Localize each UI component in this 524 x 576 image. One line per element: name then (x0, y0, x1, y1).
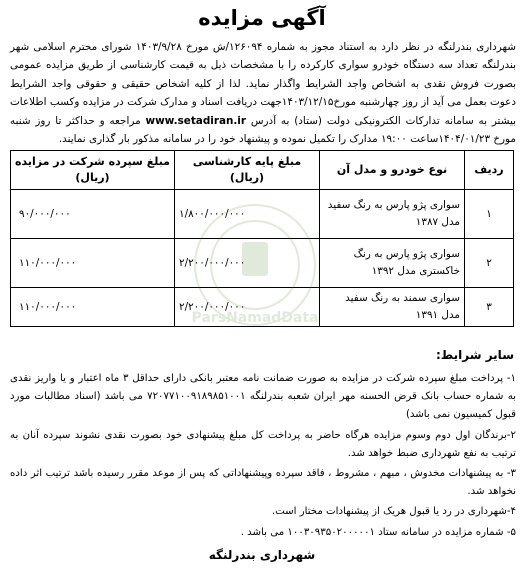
notice-title: آگهی مزایده (198, 6, 326, 30)
intro-text-after-site: مراجعه و حداکثر تا روز شنبه مورخ ۱۴۰۴/۰۱/۲۳ساعت ۱۹:۰۰ مدارک را تکمیل نموده و پیشنهاد خود را در سامانه مذکور بار گذاری نمایند. (10, 114, 516, 146)
watermark-text: ParsNamadData (191, 310, 319, 326)
table-row (11, 190, 514, 239)
cell-vehicle-model: سواری پژو پارس به رنگ خاکستری مدل ۱۳۹۲ (320, 239, 465, 288)
list-item: ۱- پرداخت مبلغ سپرده شرکت در مزایده به صورت ضمانت نامه معتبر بانکی دارای حداقل ۳ ماه اعتبار و یا واریز نقدی به شماره حساب بانک قرض الحسنه مهر ایران شعبه بندرلنگه ۷۲۰۷۷۱۰۰۹۱۸۹۸۵۱۰۰۱ می باشد (اسناد مطالبات مورد قبول کمیسیون نمی باشد) (10, 373, 516, 421)
table-header-row (11, 151, 514, 190)
intro-paragraph (10, 38, 516, 148)
cell-row-number: ۳ (465, 288, 514, 327)
header-vehicle-model: نوع خودرو و مدل آن (320, 151, 465, 190)
vehicles-table (10, 150, 514, 327)
cell-deposit: ۱۱۰/۰۰۰/۰۰۰ (11, 288, 175, 327)
cell-row-number: ۱ (465, 190, 514, 239)
cell-row-number: ۲ (465, 239, 514, 288)
list-item: ۵- شماره مزایده در سامانه ستاد ۱۰۰۳۰۹۳۵۰۲۰۰۰۰۰۱ می باشد . (240, 526, 516, 538)
conditions-title: سایر شرایط: (436, 348, 514, 362)
cell-base-price: ۲/۲۰۰/۰۰۰/۰۰۰ (175, 288, 320, 327)
intro-text-before-site: شهرداری بندرلنگه در نظر دارد به استناد مجوز به شماره ۱۲۶۰۹۴/ش مورخ ۱۴۰۳/۹/۲۸ شورای محترم اسلامی شهر بندرلنگه تعداد سه دستگاه خودرو سواری کارکرده را با مشخصات ذیل به قیمت کارشناسی از طریق مزایده عمومی بصورت فروش نقدی به اشخاص واجد الشرایط واگذار نماید. لذا از کلیه اشخاص حقیقی و حقوقی واجد الشرایط دعوت بعمل می آید از روز چهارشنبه مورخ۱۴۰۳/۱۲/۱۵جهت دریافت اسناد و مدارک شرکت در مزایده وکسب اطلاعات بیشتر به سامانه تدارکات الکترونیکی دولت (ستاد) به آدرس (10, 41, 516, 127)
list-item: ۴-شهرداری در رد یا قبول هریک از پیشنهادات مختار است. (271, 506, 516, 518)
cell-deposit: ۱۱۰/۰۰۰/۰۰۰ (11, 239, 175, 288)
conditions-list (10, 370, 516, 544)
signature: شهرداری بندرلنگه (208, 548, 316, 562)
table-row (11, 239, 514, 288)
list-item: ۳- به پیشنهادات مخدوش ، مبهم ، مشروط ، فاقد سپرده وپیشنهاداتی که پس از موعد مقرر رسیده باشد ترتیب اثر داده نخواهد شد. (10, 468, 516, 498)
cell-base-price: ۲/۲۰۰/۰۰۰/۰۰۰ (175, 239, 320, 288)
cell-vehicle-model: سواری پژو پارس به رنگ سفید مدل ۱۳۸۷ (320, 190, 465, 239)
header-base-price: مبلغ پایه کارشناسی (ریال) (175, 151, 320, 190)
list-item: ۲-برندگان اول دوم وسوم مزایده هرگاه حاضر به پرداخت کل مبلغ پیشنهادی خود بصورت نقدی نشوند سپرده آنان به ترتیب به نفع شهرداری ضبط خواهد شد. (10, 429, 516, 459)
cell-base-price: ۱/۸۰۰/۰۰۰/۰۰۰ (175, 190, 320, 239)
setad-website-link[interactable]: www.setadiran.ir (145, 114, 246, 127)
table-row (11, 288, 514, 327)
header-deposit: مبلغ سپرده شرکت در مزایده (ریال) (11, 151, 175, 190)
header-row-number: ردیف (465, 151, 514, 190)
cell-deposit: ۹۰/۰۰۰/۰۰۰ (11, 190, 175, 239)
cell-vehicle-model: سواری سمند به رنگ سفید مدل ۱۳۹۱ (320, 288, 465, 327)
